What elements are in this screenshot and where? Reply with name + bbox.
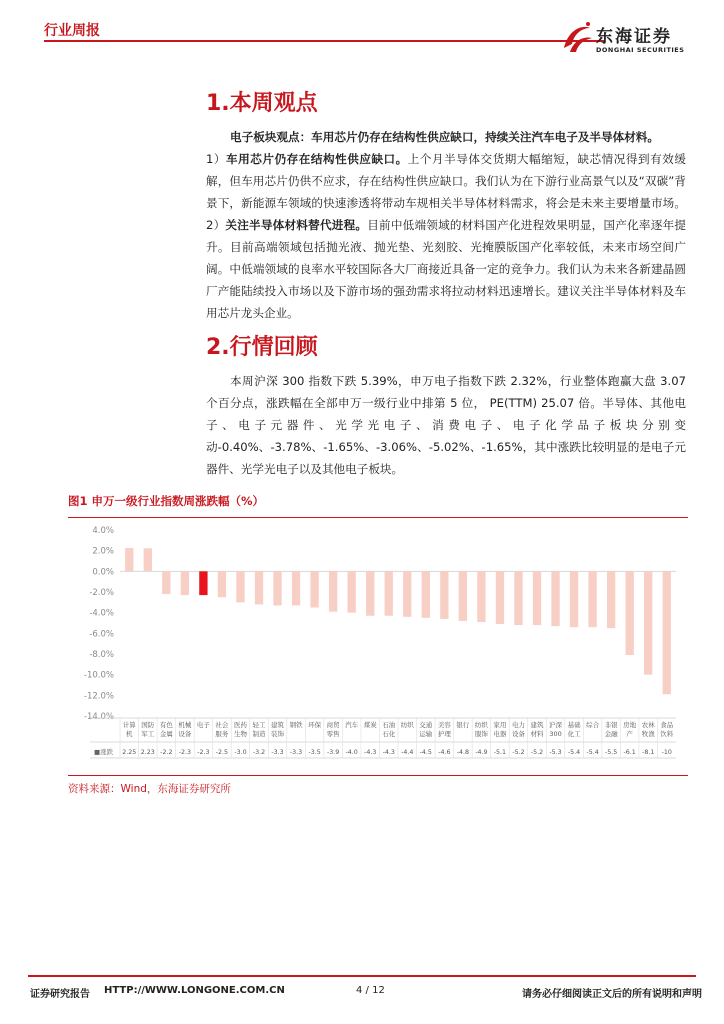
y-tick-label: -2.0% [89,588,114,598]
category-label: 军工 [141,730,155,738]
category-label: 设备 [511,730,525,738]
category-label: 美容 [437,721,451,729]
category-label: 电力 [511,721,525,729]
value-label: -2.5 [215,749,229,756]
value-label: -4.6 [438,749,451,756]
category-label: 基础 [567,721,581,729]
bar [199,571,207,595]
category-label: 农林 [641,721,655,729]
category-label: 饮料 [660,730,674,738]
category-label: 服务 [215,730,229,738]
header-rule [44,40,604,42]
category-label: 石化 [382,730,396,738]
category-label: 汽车 [345,721,359,729]
category-label: 家用 [493,721,507,729]
value-label: -10 [661,749,672,756]
section1-p2-bold: 关注半导体材料替代进程。 [225,218,368,232]
bar [273,571,281,605]
footer-rule [28,975,696,977]
figure-source: 资料来源：Wind，东海证券研究所 [68,783,231,795]
section2-body: 本周沪深 300 指数下跌 5.39%，申万电子指数下跌 2.32%，行业整体跑赢大盘 3.07 个百分点，涨跌幅在全部申万一级行业中排第 5 位， PE(TTM) 25.07 倍。半导体、其他电子、电子元器件、光学光电子、消费电子、电子化学品子板块分别变动-0.40%、-3.78%、-1.65%、-3.06%、-5.02%、-1.65%，其中涨跌比较明显的是电子元器件、光学光电子以及其他电子板块。 [206,374,686,476]
category-label: 设备 [178,730,192,738]
value-label: -8.1 [642,749,655,756]
category-label: 金属 [159,730,173,738]
category-label: 制造 [252,730,266,738]
category-label: 食品 [660,721,674,729]
value-label: -4.8 [456,749,470,756]
category-label: 国防 [141,721,155,729]
value-label: -3.2 [252,749,266,756]
value-label: -3.9 [326,749,340,756]
value-label: -5.3 [549,749,562,756]
y-tick-label: -8.0% [89,650,114,660]
bar [125,548,133,571]
category-label: 建筑 [271,721,285,729]
bar [236,571,244,602]
category-label: 产 [626,730,633,738]
section-label: 行业周报 [44,23,100,39]
section1-p1-text: 上个月半导体交货期大幅缩短，缺芯情况得到有效缓解，但车用芯片仍供不应求，存在结构性供应缺口。我们认为在下游行业高景气以及“双碳”背景下，新能源车领域的快速渗透将带动车规相关半导体材料需求，将会是未来主要增量市场。2） [206,152,686,232]
section1-p1-prefix: 1） [206,152,227,166]
figure-top-rule [68,517,688,518]
category-label: 零售 [326,730,340,738]
category-label: 社会 [215,721,229,729]
bar [422,571,430,618]
category-label: 建筑 [530,721,544,729]
value-label: -4.5 [419,749,432,756]
category-label: 商贸 [326,721,340,729]
category-label: 护理 [437,730,451,738]
value-label: -2.3 [197,749,210,756]
figure-bottom-rule [68,775,688,776]
bar [366,571,374,615]
value-label: -3.3 [271,749,284,756]
section1-lead: 电子板块观点：车用芯片仍存在结构性供应缺口，持续关注汽车电子及半导体材料。 [230,130,659,144]
value-label: -4.9 [475,749,488,756]
footer-disclaimer: 请务必仔细阅读正文后的所有说明和声明 [522,989,702,1000]
category-label: 服饰 [474,730,488,738]
category-label: 金融 [604,730,618,738]
y-tick-label: -10.0% [83,670,114,681]
category-label: 交通 [419,721,433,729]
sector-return-chart [68,520,688,770]
bar [181,571,189,595]
category-label: 环保 [308,721,322,729]
footer-left: 证券研究报告 [30,989,90,1000]
value-label: -4.3 [382,749,395,756]
category-label: 材料 [530,730,544,738]
footer-url[interactable]: HTTP://WWW.LONGONE.COM.CN [104,985,285,996]
value-label: -5.2 [530,749,544,756]
value-label: -4.0 [345,749,358,756]
category-label: 电子 [196,721,210,729]
y-tick-label: 2.0% [92,546,114,557]
category-label: 轻工 [252,721,266,729]
figure-title: 图1 申万一级行业指数周涨跌幅（%） [68,494,265,508]
section1-p1-bold: 车用芯片仍存在结构性供应缺口。 [226,152,408,166]
wave-icon [560,18,594,58]
company-logo [560,18,700,62]
bar [625,571,633,655]
category-label: 煤炭 [363,721,377,729]
logo-text-en: DONGHAI SECURITIES [596,46,685,54]
value-label: -5.1 [493,749,507,756]
value-label: -3.0 [234,749,247,756]
section1-body [206,126,686,324]
bar [496,571,504,624]
value-label: -2.3 [178,749,192,756]
value-label: -2.2 [160,749,173,756]
page-number: 4 / 12 [356,985,385,996]
category-label: 计算 [122,721,136,729]
bar [663,571,671,694]
category-label: 化工 [567,730,581,738]
bar [459,571,467,621]
y-tick-label: -14.0% [83,712,114,722]
value-label: -5.2 [512,749,525,756]
value-label: -3.3 [289,749,303,756]
category-label: 纺织 [474,721,488,729]
bar [385,571,393,615]
category-label: 医药 [233,721,247,729]
value-label: 2.23 [140,749,155,756]
logo-text-cn: 东海证券 [596,27,672,47]
bar [514,571,522,625]
bar [218,571,226,597]
y-tick-label: -4.0% [89,608,114,619]
category-label: 牧渔 [641,730,655,738]
bar [329,571,337,611]
value-label: -5.4 [586,749,599,756]
category-label: 钢铁 [289,721,303,729]
value-label: -4.4 [401,749,414,756]
category-label: 非银 [604,721,618,729]
bar [440,571,448,619]
category-label: 有色 [159,721,173,729]
bar [292,571,300,605]
bar [588,571,596,627]
section1-p2-text: 目前中低端领域的材料国产化进程效果明显，国产化率逐年提升。目前高端领域包括抛光液、抛光垫、光刻胶、光掩膜版国产化率较低，未来市场空间广阔。中低端领域的良率水平较国际各大厂商接近具备一定的竞争力。我们认为未来各新建晶圆厂产能陆续投入市场以及下游市场的强劲需求将拉动材料迅速增长。建议关注半导体材料及车用芯片龙头企业。 [206,218,686,320]
category-label: 石油 [382,721,396,729]
value-label: -3.5 [308,749,321,756]
bar [310,571,318,607]
row-label: ■涨跌 [94,748,114,756]
y-tick-label: -6.0% [89,629,114,640]
category-label: 纺织 [400,721,414,729]
category-label: 沪深 [549,721,563,729]
bar [144,548,152,571]
bar [403,571,411,616]
value-label: 2.25 [122,749,137,756]
value-label: -5.5 [604,749,618,756]
bar [347,571,355,612]
category-label: 综合 [586,721,600,729]
section1-title: 1.本周观点 [206,91,318,116]
value-label: -4.3 [364,749,377,756]
bar [551,571,559,626]
y-tick-label: 0.0% [92,567,114,578]
category-label: 机械 [178,721,192,729]
value-label: -5.4 [567,749,581,756]
category-label: 300 [549,730,562,738]
section2-title: 2.行情回顾 [206,335,318,360]
category-label: 房地 [623,721,637,729]
bar [533,571,541,625]
bar [644,571,652,674]
category-label: 运输 [419,730,433,738]
value-label: -6.1 [623,749,636,756]
bar [162,571,170,594]
bar [477,571,485,622]
bar [607,571,615,628]
category-label: 机 [126,730,133,738]
bar [570,571,578,627]
category-label: 电器 [493,730,507,738]
bar [255,571,263,604]
y-tick-label: -12.0% [83,691,114,702]
category-label: 银行 [456,721,470,729]
category-label: 装饰 [271,730,285,738]
y-tick-label: 4.0% [92,526,114,536]
category-label: 生物 [233,730,247,738]
